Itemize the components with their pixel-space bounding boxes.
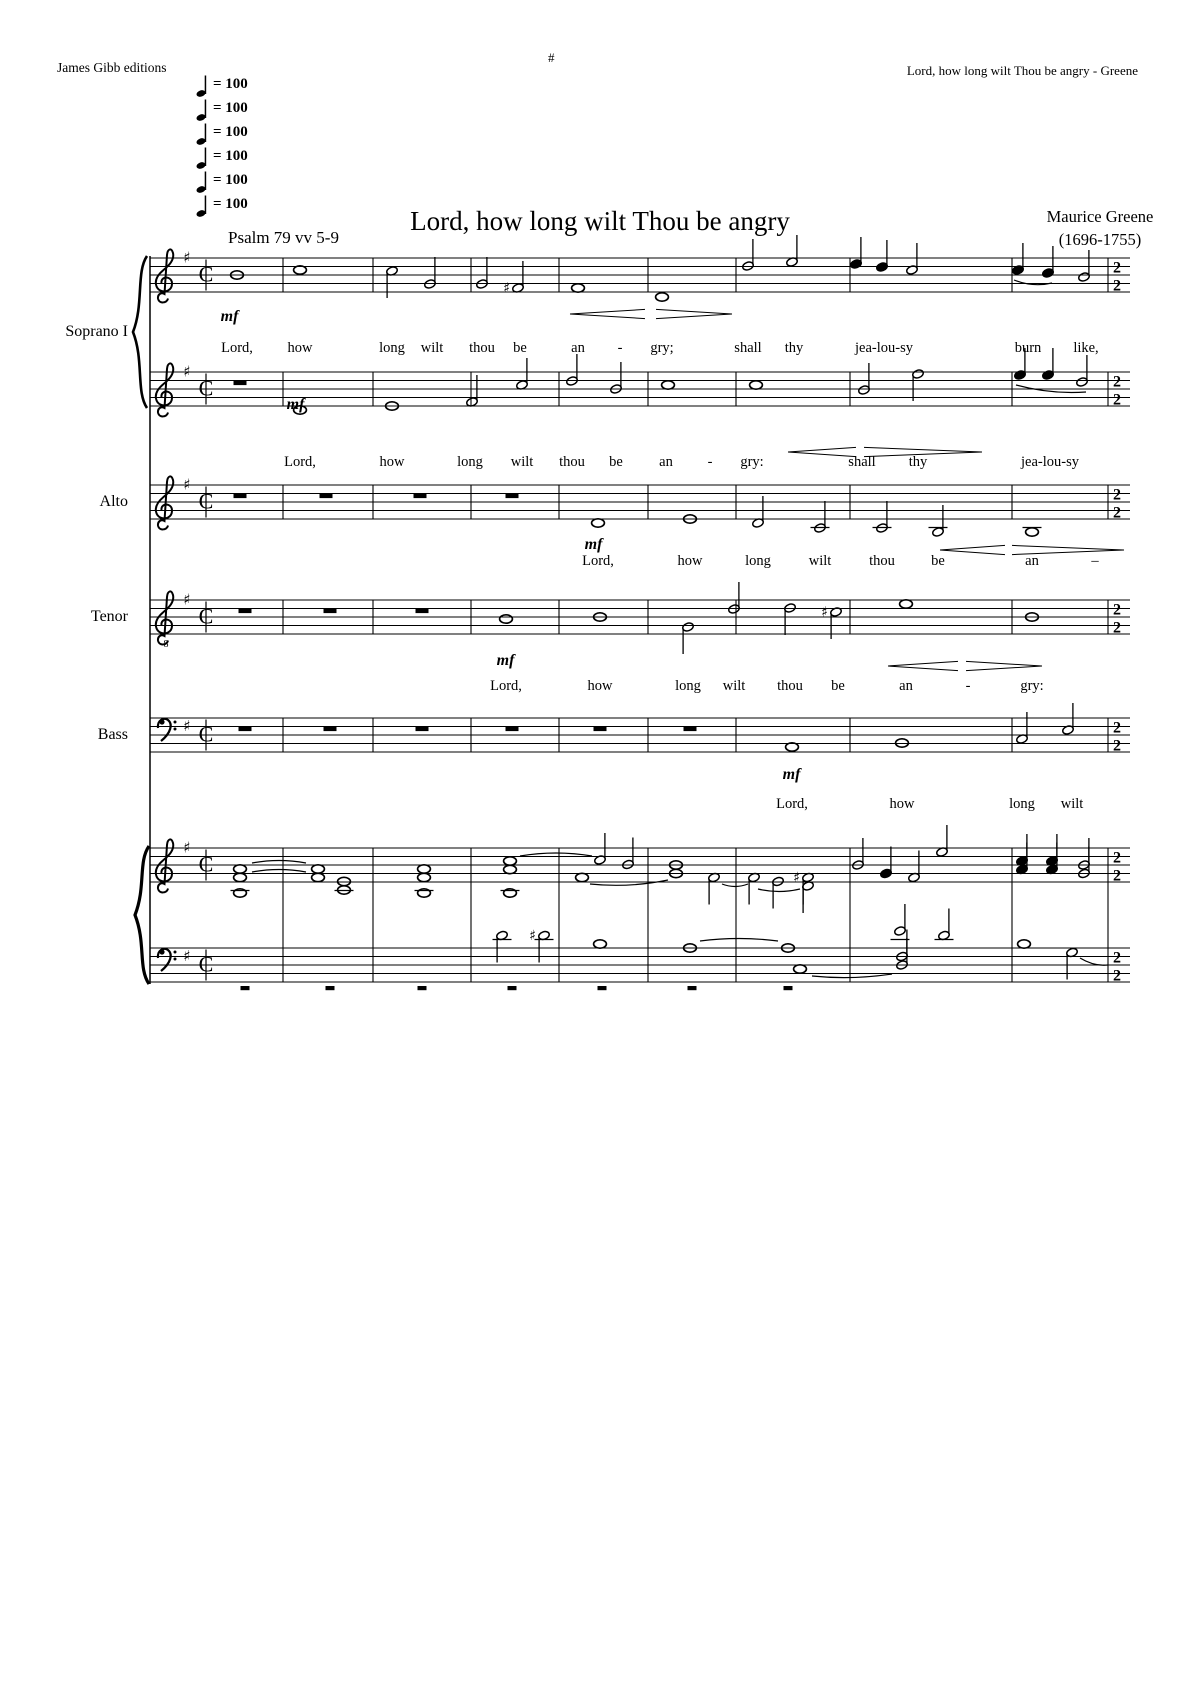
system-brace: [133, 256, 147, 408]
tempo-value: = 100: [213, 124, 248, 140]
svg-text:C: C: [198, 261, 214, 287]
svg-text:♯: ♯: [183, 362, 191, 381]
composer-name: Maurice Greene: [1046, 207, 1154, 226]
svg-text:C: C: [198, 488, 214, 514]
svg-text:♯: ♯: [183, 717, 191, 735]
lyric-syllable: thou: [469, 340, 495, 356]
dynamic-marking: mf: [286, 396, 305, 413]
dynamic-marking: mf: [220, 308, 239, 325]
lyric-syllable: be: [609, 454, 623, 470]
lyric-syllable: how: [677, 553, 703, 569]
svg-text:C: C: [198, 721, 214, 747]
treble-clef-icon: [156, 591, 173, 644]
lyric-syllable: gry:: [740, 454, 764, 470]
lyric-syllable: thou: [559, 454, 585, 470]
lyric-syllable: wilt: [808, 553, 832, 569]
lyric-syllable: jea-lou-sy: [855, 340, 913, 356]
lyric-syllable: Lord,: [284, 454, 316, 470]
lyric-syllable: thou: [777, 678, 803, 694]
page-mark: #: [548, 50, 555, 65]
svg-text:2: 2: [1113, 601, 1121, 619]
voice-label: Bass: [97, 726, 128, 743]
edition-note: James Gibb editions: [57, 60, 167, 75]
lyric-syllable: -: [707, 454, 713, 470]
tempo-value: = 100: [213, 100, 248, 116]
lyric-syllable: be: [513, 340, 527, 356]
lyric-syllable: how: [587, 678, 613, 694]
tempo-value: = 100: [213, 76, 248, 92]
svg-text:♯: ♯: [183, 248, 191, 267]
lyric-syllable: how: [379, 454, 405, 470]
dynamic-marking: mf: [782, 766, 801, 783]
lyric-syllable: an: [659, 454, 673, 470]
lyric-syllable: be: [831, 678, 845, 694]
svg-text:C: C: [198, 375, 214, 401]
svg-text:♯: ♯: [183, 475, 191, 494]
dynamic-marking: mf: [584, 536, 603, 553]
voice-label: Alto: [99, 493, 128, 510]
svg-text:2: 2: [1113, 373, 1121, 391]
tempo-value: = 100: [213, 172, 248, 188]
lyric-syllable: long: [675, 678, 701, 694]
lyric-syllable: wilt: [420, 340, 444, 356]
piece-title: Lord, how long wilt Thou be angry: [410, 206, 790, 236]
dynamic-marking: mf: [496, 652, 515, 669]
lyric-syllable: wilt: [510, 454, 534, 470]
lyric-syllable: Lord,: [490, 678, 522, 694]
svg-text:♯: ♯: [183, 838, 191, 857]
voice-label: Soprano I: [65, 323, 128, 340]
voice-label: Tenor: [90, 608, 128, 625]
lyric-syllable: gry:: [1020, 678, 1044, 694]
lyric-syllable: an: [899, 678, 913, 694]
lyric-syllable: an: [571, 340, 585, 356]
svg-text:C: C: [198, 951, 214, 977]
lyric-syllable: thy: [784, 340, 804, 356]
treble-clef-icon: [156, 476, 173, 529]
lyric-syllable: how: [287, 340, 313, 356]
treble-clef-icon: [156, 249, 173, 302]
svg-text:♯: ♯: [503, 280, 510, 297]
svg-text:♯: ♯: [821, 604, 828, 621]
svg-text:C: C: [198, 851, 214, 877]
svg-text:2: 2: [1113, 391, 1121, 409]
treble-clef-icon: [156, 363, 173, 416]
lyric-syllable: -: [965, 678, 971, 694]
system-brace: [135, 846, 149, 984]
lyric-syllable: how: [889, 796, 915, 812]
svg-text:2: 2: [1113, 867, 1121, 885]
lyric-syllable: Lord,: [221, 340, 253, 356]
svg-text:2: 2: [1113, 737, 1121, 755]
svg-text:8: 8: [163, 639, 169, 650]
lyric-syllable: Lord,: [582, 553, 614, 569]
lyric-syllable: an: [1025, 553, 1039, 569]
lyric-syllable: be: [931, 553, 945, 569]
composer-dates: (1696-1755): [1058, 230, 1142, 249]
svg-text:2: 2: [1113, 849, 1121, 867]
tempo-value: = 100: [213, 196, 248, 212]
lyric-syllable: Lord,: [776, 796, 808, 812]
svg-text:♯: ♯: [793, 870, 800, 886]
svg-text:2: 2: [1113, 486, 1121, 504]
lyric-syllable: shall: [734, 340, 762, 356]
lyric-syllable: long: [457, 454, 483, 470]
lyric-syllable: long: [379, 340, 405, 356]
lyric-syllable: jea-lou-sy: [1021, 454, 1079, 470]
svg-text:C: C: [198, 603, 214, 629]
svg-text:2: 2: [1113, 504, 1121, 522]
tempo-value: = 100: [213, 148, 248, 164]
svg-text:2: 2: [1113, 719, 1121, 737]
svg-text:2: 2: [1113, 949, 1121, 967]
lyric-syllable: wilt: [1060, 796, 1084, 812]
lyric-syllable: -: [617, 340, 623, 356]
lyric-syllable: thy: [908, 454, 928, 470]
svg-text:♯: ♯: [183, 590, 191, 609]
lyric-syllable: thou: [869, 553, 895, 569]
lyric-syllable: burn: [1014, 340, 1042, 356]
lyric-syllable: wilt: [722, 678, 746, 694]
svg-text:♯: ♯: [183, 947, 191, 965]
lyric-syllable: –: [1091, 553, 1099, 569]
running-title: Lord, how long wilt Thou be angry - Greene: [906, 63, 1138, 78]
svg-text:♯: ♯: [529, 928, 536, 944]
treble-clef-icon: [156, 839, 173, 892]
svg-text:2: 2: [1113, 619, 1121, 637]
lyric-syllable: like,: [1073, 340, 1099, 356]
psalm-reference: Psalm 79 vv 5-9: [228, 228, 339, 247]
lyric-syllable: long: [1009, 796, 1035, 812]
lyric-syllable: shall: [848, 454, 876, 470]
svg-text:2: 2: [1113, 277, 1121, 295]
lyric-syllable: gry;: [650, 340, 674, 356]
svg-text:2: 2: [1113, 967, 1121, 985]
lyric-syllable: long: [745, 553, 771, 569]
svg-text:2: 2: [1113, 259, 1121, 277]
